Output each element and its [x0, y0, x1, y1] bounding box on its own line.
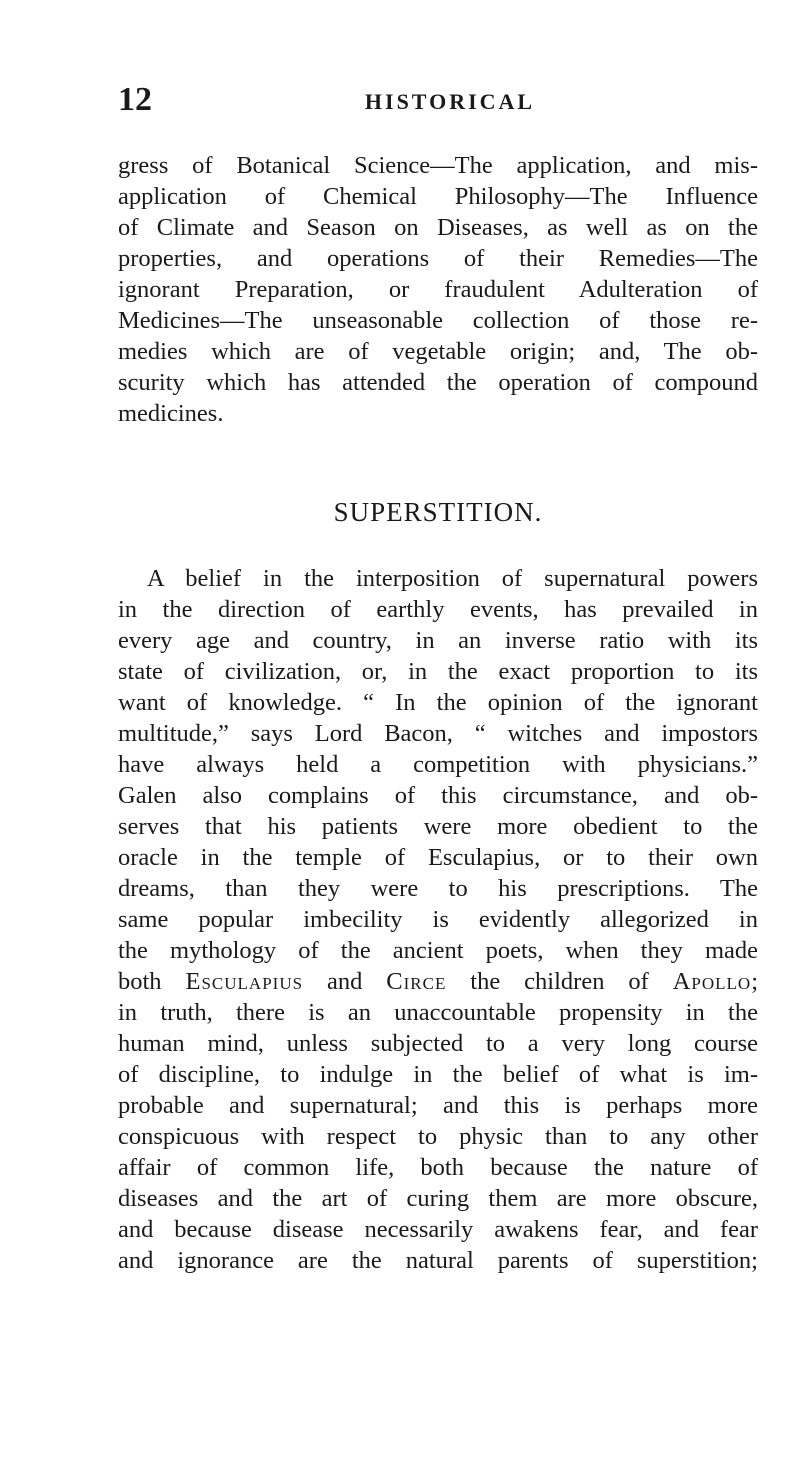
- text-line: state of civilization, or, in the exact proportion to its: [118, 658, 758, 685]
- text-line: properties, and operations of their Remedies—The: [118, 245, 758, 272]
- text-line: same popular imbecility is evidently allegorized in: [118, 906, 758, 933]
- text-line: human mind, unless subjected to a very long course: [118, 1030, 758, 1057]
- text-line: have always held a competition with physicians.”: [118, 751, 758, 778]
- text-line: of Climate and Season on Diseases, as well as on the: [118, 214, 758, 241]
- name-apollo: Apollo: [672, 968, 752, 995]
- text-line: dreams, than they were to his prescriptions. The: [118, 875, 758, 902]
- text-line: oracle in the temple of Esculapius, or to their own: [118, 844, 758, 871]
- text-segment: ;: [751, 968, 759, 995]
- text-line: [118, 966, 758, 997]
- text-line: scurity which has attended the operation of compound: [118, 369, 758, 396]
- text-line: want of knowledge. “ In the opinion of the ignorant: [118, 689, 758, 716]
- text-line: and because disease necessarily awakens fear, and fear: [118, 1216, 758, 1243]
- section-heading: SUPERSTITION.: [333, 497, 543, 527]
- intro-paragraph: [118, 150, 758, 429]
- text-line: and ignorance are the natural parents of superstition;: [118, 1247, 758, 1274]
- text-line: gress of Botanical Science—The application, and mis-: [118, 152, 758, 179]
- text-line: medicines.: [118, 400, 224, 427]
- text-line: medies which are of vegetable origin; and, The ob-: [118, 338, 758, 365]
- text-line: probable and supernatural; and this is perhaps more: [118, 1092, 758, 1119]
- text-line: in truth, there is an unaccountable propensity in the: [118, 999, 758, 1026]
- text-line: affair of common life, both because the nature of: [118, 1154, 758, 1181]
- text-line: application of Chemical Philosophy—The Influence: [118, 183, 758, 210]
- page-number: 12: [118, 81, 152, 118]
- running-head: HISTORICAL: [364, 89, 536, 114]
- text-line: A belief in the interposition of supernatural powers: [147, 565, 758, 592]
- text-line: Medicines—The unseasonable collection of those re-: [118, 307, 758, 334]
- text-line: conspicuous with respect to physic than to any other: [118, 1123, 758, 1150]
- text-line: diseases and the art of curing them are more obscure,: [118, 1185, 758, 1212]
- name-esculapius: Esculapius: [185, 968, 304, 995]
- text-line: every age and country, in an inverse ratio with its: [118, 627, 758, 654]
- text-segment: the children of: [446, 968, 673, 995]
- text-line: ignorant Preparation, or fraudulent Adulteration of: [118, 276, 758, 303]
- text-segment: and: [303, 968, 387, 995]
- text-line: multitude,” says Lord Bacon, “ witches and impostors: [118, 720, 758, 747]
- text-segment: both: [118, 968, 186, 995]
- text-line: the mythology of the ancient poets, when they made: [118, 937, 758, 964]
- main-paragraph: [118, 563, 758, 1276]
- text-line: in the direction of earthly events, has prevailed in: [118, 596, 758, 623]
- name-circe: Circe: [386, 968, 447, 995]
- text-line: Galen also complains of this circumstance, and ob-: [118, 782, 758, 809]
- text-line: of discipline, to indulge in the belief of what is im-: [118, 1061, 758, 1088]
- text-line: serves that his patients were more obedient to the: [118, 813, 758, 840]
